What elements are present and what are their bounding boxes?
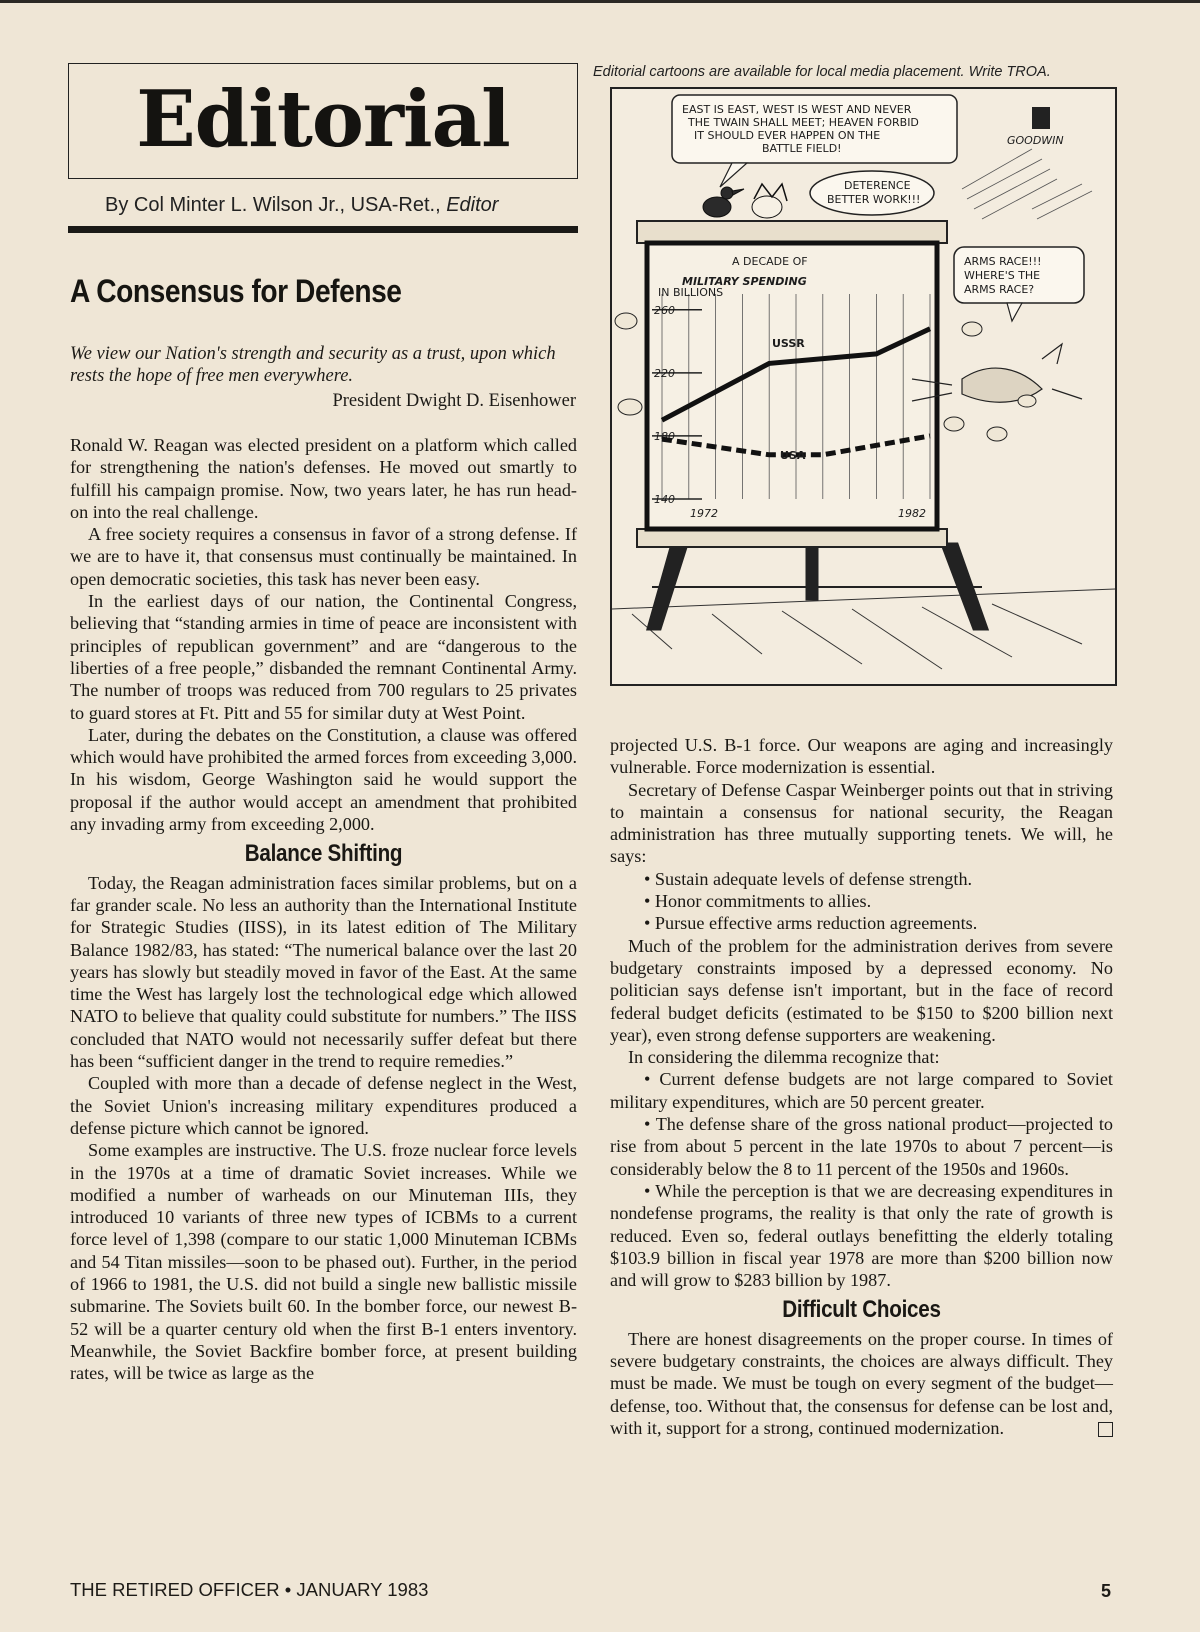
dilemma-item: • While the perception is that we are decreasing expenditures in nondefense programs, the reality is that only the rate of growth is reduced. Even so, federal outlays benefitting the elderly totaling $103.9 billion in fiscal year 1978 are more than $200 billion now and will grow to $283 billion by 1987. [610,1180,1113,1291]
birds-on-easel [703,184,787,218]
cartoonist-mark [1007,107,1064,147]
closing-paragraph [610,1328,1113,1439]
x-label-end: 1982 [898,507,926,520]
y-tick-label: 260 [654,303,675,317]
paragraph: Secretary of Defense Caspar Weinberger points out that in striving to maintain a consensus for national security, the Reagan administration has three mutually supporting tenets. We will, he says: [610,779,1113,867]
heading-rule [68,226,578,233]
y-tick-label: 220 [654,366,675,380]
cartoon-drawing [612,89,1115,684]
sky-hatching [962,149,1092,219]
tenet-item: • Sustain adequate levels of defense strength. [644,868,973,889]
y-tick-label: 180 [654,429,675,443]
bubble-deterrence-line: DETERENCE [844,179,911,192]
subhead-balance-shifting: Balance Shifting [244,840,403,868]
right-column [610,734,1113,1439]
bubble-arms-line: ARMS RACE? [964,283,1035,296]
easel-top-bar [637,221,947,243]
paragraph: Ronald W. Reagan was elected president on a platform which called for strengthening the nation's defenses. He moved out smartly to fulfill his campaign promise. Now, two years later, he has run head-on into the real challenge. [70,435,577,522]
paragraph: Coupled with more than a decade of defense neglect in the West, the Soviet Union's increasing military expenditures produced a defense picture which cannot be ignored. [70,1073,577,1138]
y-tick-label: 140 [654,493,675,506]
article-headline: A Consensus for Defense [70,273,402,309]
left-column [70,434,577,1384]
end-mark-icon [1098,1422,1113,1437]
dilemma-item: • The defense share of the gross national product—projected to rise from about 5 percent in the late 1970s to about 7 percent—is considerably below the 8 to 11 percent of the 1950s and 1960s. [610,1114,1113,1179]
footer-publication: THE RETIRED OFFICER • JANUARY 1983 [70,1579,429,1600]
dilemma-item: • Current defense budgets are not large compared to Soviet military expenditures, which are 50 percent greater. [610,1069,1113,1112]
easel-legs [648,544,987,629]
bubble-top-line: BATTLE FIELD! [762,142,842,155]
paragraph: In the earliest days of our nation, the Continental Congress, believing that “standing armies in time of peace are inconsistent with principles of republican government” and are “dangerous to the liberties of a free people,” disbanded the remnant Continental Army. The number of troops was reduced from 700 regulars to 25 privates to guard stores at Ft. Pitt and 55 for similar duty at West Point. [70,591,577,723]
byline-role: Editor [446,194,499,216]
paragraph: A free society requires a consensus in favor of a strong defense. If we are to have it, that consensus must continually be maintained. In open democratic societies, this task has never been easy. [70,524,577,589]
byline-name: By Col Minter L. Wilson Jr., USA-Ret., [105,194,447,216]
epigraph-attribution: President Dwight D. Eisenhower [332,391,576,411]
paragraph: In considering the dilemma recognize that: [628,1047,940,1068]
bubble-arms-line: WHERE'S THE [964,269,1041,282]
top-border [0,0,1200,3]
paragraph: Some examples are instructive. The U.S. froze nuclear force levels in the 1970s at a time of dramatic Soviet increases. While we modified a number of warheads on our Minuteman IIIs, they introduced 10 variants of three new types of ICBMs to a current force level of 1,398 (compare to our static 1,000 Minuteman ICBMs and 54 Titan missiles—soon to be phased out). Further, in the period of 1966 to 1981, the U.S. did not build a single new ballistic missile submarine. The Soviets built 60. In the bomber force, our newest B-52 will be a quarter century old when the first B-1 enters inventory. Meanwhile, the Soviet Backfire bomber force, at present building rates, will be twice as large as the [70,1140,577,1384]
cartoonist-signature: GOODWIN [1007,134,1064,147]
paragraph: Later, during the debates on the Constitution, a clause was offered which would have prohibited the armed forces from exceeding 3,000. In his wisdom, George Washington said he would support the proposal if the author would accept an amendment that prohibited any invading army from exceeding 2,000. [70,724,577,835]
paragraph: Much of the problem for the administration derives from severe budgetary constraints imposed by a depressed economy. No politician says defense isn't important, but in the face of record federal budget deficits (estimated to be $150 to $200 billion next year), even strong defense supporters are weakening. [610,935,1113,1045]
series-label-ussr: USSR [772,337,805,350]
series-label-usa: USA [780,449,806,462]
bubble-deterrence-line: BETTER WORK!!! [827,193,921,206]
tenet-item: • Pursue effective arms reduction agreements. [644,913,978,934]
paragraph: Today, the Reagan administration faces similar problems, but on a far grander scale. No less an authority than the International Institute for Strategic Studies (IISS), in its latest edition of The Military Balance 1982/83, has stated: “The numerical balance over the last 20 years has slowly but steadily moved in favor of the East. At the same time the West has largely lost the technological edge which allowed NATO to believe that quality could substitute for numbers.” The IISS concluded that NATO would not necessarily suffer defeat but there has been “sufficient danger in the trend to require remedies.” [70,872,577,1072]
bubble-top-line: THE TWAIN SHALL MEET; HEAVEN FORBID [688,116,919,129]
paragraph: projected U.S. B-1 force. Our weapons are aging and increasingly vulnerable. Force modernization is essential. [610,735,1113,778]
masthead-title: Editorial [136,73,510,165]
bubble-top-line: EAST IS EAST, WEST IS WEST AND NEVER [682,103,912,116]
chart-units: IN BILLIONS [658,286,724,299]
subhead-difficult-choices: Difficult Choices [782,1296,941,1324]
bubble-top-line: IT SHOULD EVER HAPPEN ON THE [694,129,881,142]
chart-title-line2: MILITARY SPENDING [682,275,807,288]
bubble-tail [720,163,747,187]
masthead-box [68,63,578,179]
closing-text: There are honest disagreements on the proper course. In times of severe budgetary constraints, the choices are always difficult. They must be made. We must be tough on every segment of the budget—defense, too. Without that, the consensus for defense can be lost and, with it, support for a strong, continued modernization. [610,1328,1113,1438]
epigraph: We view our Nation's strength and security as a trust, upon which rests the hope of free men everywhere. [70,344,556,386]
floor-lines [612,589,1115,669]
page-number: 5 [1101,1581,1112,1601]
cartoon-caption: Editorial cartoons are available for local media placement. Write TROA. [593,64,1051,80]
chart-title-line1: A DECADE OF [732,255,808,268]
x-label-start: 1972 [690,507,718,520]
bubble-arms-line: ARMS RACE!!! [964,255,1042,268]
editorial-cartoon [610,87,1117,686]
byline [105,194,498,217]
bubble-tail [1007,303,1022,321]
easel-bottom-bar [637,529,947,547]
tenet-item: • Honor commitments to allies. [644,891,872,912]
